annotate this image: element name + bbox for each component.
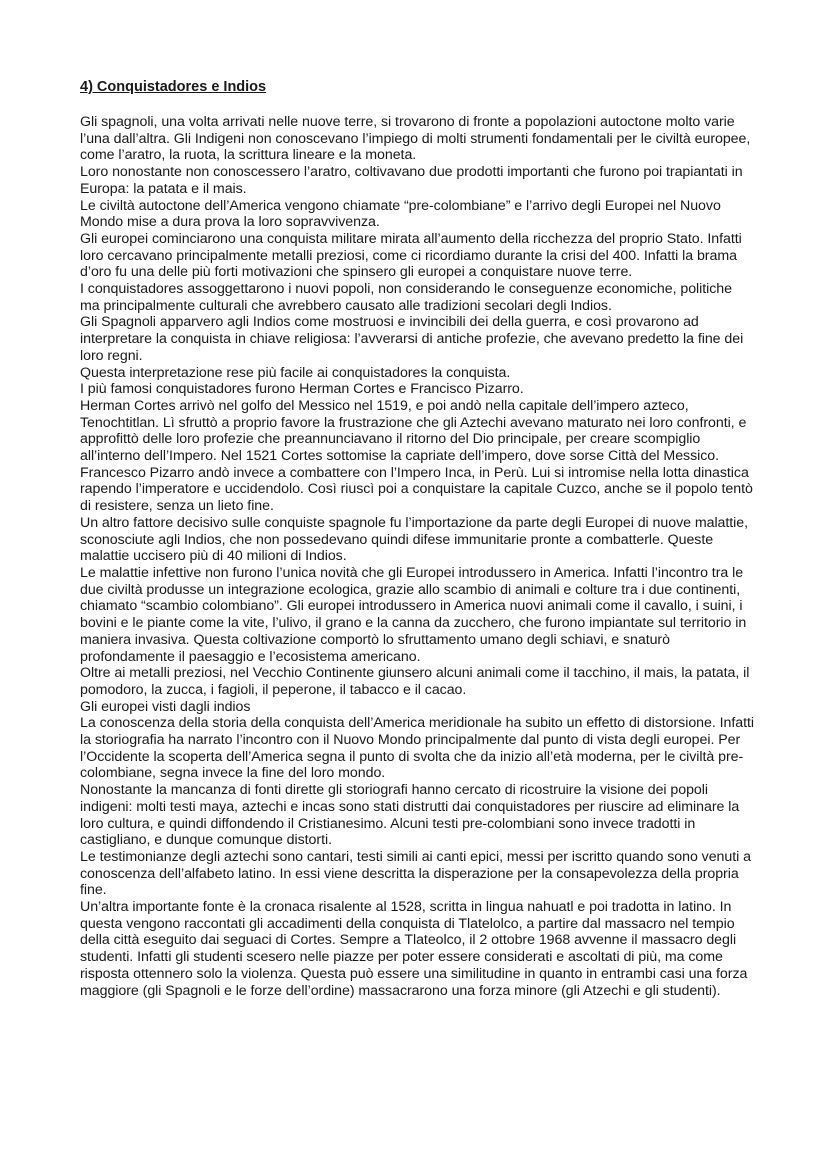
paragraph: Le malattie infettive non furono l’unica novità che gli Europei introdussero in America. Infatti l’incontro tra le due civiltà produsse un integrazione ecologica, grazie allo scambio di animali e colture tra i due continenti, chiamato “scambio colombiano”. Gli europei introdussero in America nuovi animali come il cavallo, i suini, i bovini e le piante come la vite, l’ulivo, il grano e la canna da zucchero, che furono impiantate sul territorio in maniera invasiva. Questa coltivazione comportò lo sfruttamento umano degli schiavi, e snaturò profondamente il paesaggio e l’ecosistema americano. [80, 564, 747, 665]
paragraph: Un altro fattore decisivo sulle conquiste spagnole fu l’importazione da parte degli Europei di nuove malattie, sconosciute agli Indios, che non possedevano quindi difese immunitarie pronte a combatterle. Queste malattie uccisero più di 40 milioni di Indios. [80, 514, 749, 565]
paragraph: Gli europei cominciarono una conquista militare mirata all’aumento della ricchezza del proprio Stato. Infatti loro cercavano principalmente metalli preziosi, come ci ricordiamo durante la crisi del 400. Infatti la brama d’oro fu una delle più forti motivazioni che spinsero gli europei a conquistare nuove terre. [80, 230, 742, 281]
paragraph: Gli spagnoli, una volta arrivati nelle nuove terre, si trovarono di fronte a popolazioni autoctone molto varie l’una dall’altra. Gli Indigeni non conoscevano l’impiego di molti strumenti fondamentali per le civiltà europee, come l’aratro, la ruota, la scrittura lineare e la moneta. [80, 114, 751, 164]
section-heading: Gli europei visti dagli indios [80, 698, 251, 715]
paragraph: Francesco Pizarro andò invece a combattere con l’Impero Inca, in Perù. Lui si intromise nella lotta dinastica rapendo l’imperatore e uccidendolo. Così riuscì poi a conquistare la capitale Cuzco, anche se il popolo tentò di resistere, senza un lieto fine. [80, 464, 753, 515]
document-title: 4) Conquistadores e Indios [80, 79, 267, 95]
paragraph: Loro nonostante non conoscessero l’aratro, coltivavano due prodotti importanti che furono poi trapiantati in Europa: la patata e il mais. [80, 164, 743, 197]
paragraph: Herman Cortes arrivò nel golfo del Messico nel 1519, e poi andò nella capitale dell’impero azteco, Tenochtitlan. Lì sfruttò a proprio favore la frustrazione che gli Aztechi avevano maturato nei loro confronti, e approfittò delle loro profezie che preannunciavano il ritorno del Dio principale, per creare scompiglio all’interno dell’Impero. Nel 1521 Cortes sottomise la capriate dell’impero, dove sorse Città del Messico. [80, 397, 747, 465]
paragraph: Un’altra importante fonte è la cronaca risalente al 1528, scritta in lingua nahuatl e poi tradotta in latino. In questa vengono raccontati gli accadimenti della conquista di Tlatelolco, a partire dal massacro nel tempio della città eseguito dai seguaci di Cortes. Sempre a Tlateolco, il 2 ottobre 1968 avvenne il massacro degli studenti. Infatti gli studenti scesero nelle piazze per poter essere considerati e ascoltati di più, ma come risposta ottennero solo la violenza. Questa può essere una similitudine in quanto in entrambi casi una forza maggiore (gli Spagnoli e le forze dell’ordine) massacrarono una forza minore (gli Atzechi e gli studenti). [80, 899, 748, 999]
paragraph: Questa interpretazione rese più facile ai conquistadores la conquista. [80, 364, 511, 381]
paragraph: Le civiltà autoctone dell’America vengono chiamate “pre-colombiane” e l’arrivo degli Europei nel Nuovo Mondo mise a dura prova la loro sopravvivenza. [80, 197, 721, 231]
paragraph: Nonostante la mancanza di fonti dirette gli storiografi hanno cercato di ricostruire la visione dei popoli indigeni: molti testi maya, aztechi e incas sono stati distrutti dai conquistadores per riuscire ad eliminare la loro cultura, e quindi diffondendo il Cristianesimo. Alcuni testi pre-colombiani sono invece tradotti in castigliano, e dunque comunque distorti. [80, 782, 740, 849]
paragraph: I più famosi conquistadores furono Herman Cortes e Francisco Pizarro. [80, 381, 524, 398]
paragraph: I conquistadores assoggettarono i nuovi popoli, non considerando le conseguenze economiche, politiche ma principalmente culturali che avrebbero causato alle tradizioni secolari degli Indios. [80, 281, 732, 314]
paragraph: Gli Spagnoli apparvero agli Indios come mostruosi e invincibili dei della guerra, e così provarono ad interpretare la conquista in chiave religiosa: l’avverarsi di antiche profezie, che avevano predetto la fine dei loro regni. [80, 314, 744, 364]
document-body [80, 78, 754, 999]
paragraph: Oltre ai metalli preziosi, nel Vecchio Continente giunsero alcuni animali come il tacchino, il mais, la patata, il pomodoro, la zucca, i fagioli, il peperone, il tabacco e il cacao. [80, 665, 750, 698]
paragraph: La conoscenza della storia della conquista dell’America meridionale ha subito un effetto di distorsione. Infatti la storiografia ha narrato l’incontro con il Nuovo Mondo principalmente dal punto di vista degli europei. Per l’Occidente la scoperta dell’America segna il punto di svolta che da inizio all’età moderna, per le civiltà pre-colombiane, segna invece la fine del loro mondo. [80, 715, 754, 782]
paragraph: Le testimonianze degli aztechi sono cantari, testi simili ai canti epici, messi per iscritto quando sono venuti a conoscenza dell’alfabeto latino. In essi viene descritta la disperazione per la consapevolezza della propria fine. [80, 848, 751, 899]
